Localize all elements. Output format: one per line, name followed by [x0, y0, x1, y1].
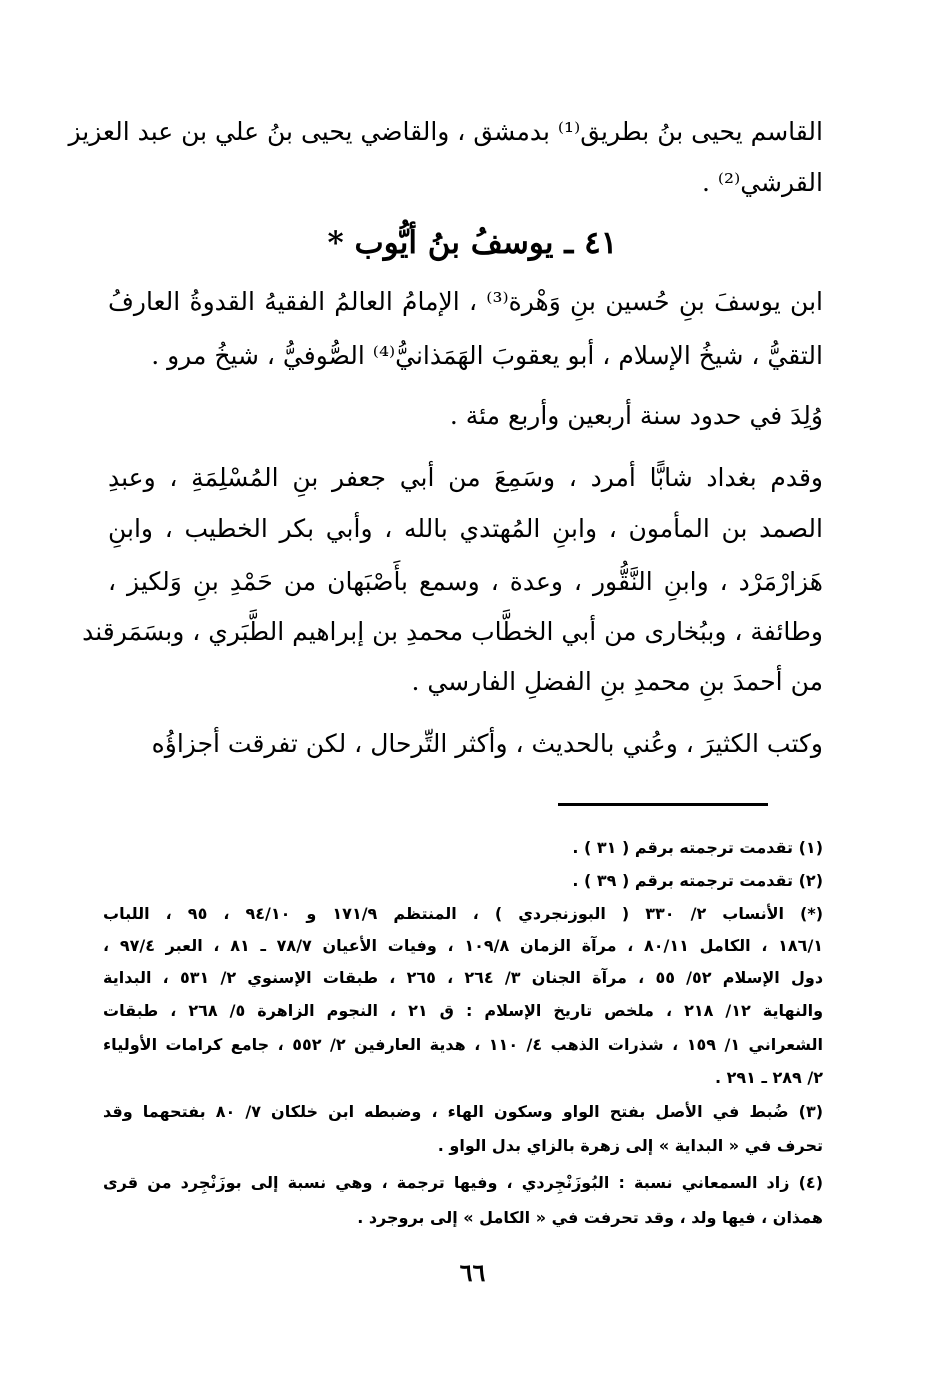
intro-line-2: القرشي⁽²⁾ .	[701, 168, 823, 197]
footnote-star-line-5: الشعراني ١/ ١٥٩ ، شذرات الذهب ٤/ ١١٠ ، هدية العارفين ٢/ ٥٥٢ ، جامع كرامات الأولياء	[103, 1035, 823, 1054]
page-number: ٦٦	[459, 1258, 486, 1287]
para3-line-1: وقدم بغداد شابًّا أمرد ، وسَمِعَ من أبي جعفر بنِ المُسْلِمَةِ ، وعبدِ	[108, 463, 823, 492]
para2-line: وُلِدَ في حدود سنة أربعين وأربع مئة .	[449, 401, 823, 430]
para4-line: وكتب الكثيرَ ، وعُني بالحديث ، وأكثر التِّرحال ، لكن تفرقت أجزاؤُه	[151, 729, 823, 758]
footnote-star-line-1: (*) الأنساب ٢/ ٣٣٠ ( البوزنجردي ) ، المنتظم ١٧١/٩ و ٩٤/١٠ ، ٩٥ ، اللباب	[103, 904, 824, 923]
footnote-3-line-1: (٣) ضُبط في الأصل بفتح الواو وسكون الهاء ، وضبطه ابن خلكان ٧/ ٨٠ بفتحهما وقد	[103, 1102, 824, 1121]
footnote-star-line-4: والنهاية ١٢/ ٢١٨ ، ملخص تاريخ الإسلام : ق ٢١ ، النجوم الزاهرة ٥/ ٢٦٨ ، طبقات	[103, 1001, 824, 1020]
footnote-star-line-3: دول الإسلام ٥٢/ ٥٥ ، مرآة الجنان ٣/ ٢٦٤ ، ٢٦٥ ، طبقات الإسنوي ٢/ ٥٣١ ، البداية	[103, 968, 824, 987]
para3-line-2: الصمد بن المأمون ، وابنِ المُهتدي بالله ، وأبي بكر الخطيب ، وابنِ	[108, 514, 823, 543]
footnote-separator	[558, 803, 768, 806]
para3-line-5: من أحمدَ بنِ محمدِ بنِ الفضلِ الفارسي .	[411, 667, 823, 696]
footnote-star-line-6: ٢/ ٢٨٩ ـ ٢٩١ .	[714, 1068, 823, 1087]
intro-line-1: القاسم يحيى بنُ بطريق⁽¹⁾ بدمشق ، والقاضي يحيى بنُ علي بن عبد العزيز	[68, 117, 823, 146]
para3-line-4: وطائفة ، وببُخارى من أبي الخطَّاب محمدِ بن إبراهيم الطَّبَري ، وبسَمَرقند	[82, 617, 823, 646]
biography-heading: ٤١ ـ يوسفُ بنُ أيُّوب *	[327, 225, 618, 261]
footnote-3-line-2: تحرف في « البداية » إلى زهرة بالزاي بدل الواو .	[437, 1136, 823, 1155]
footnote-2: (٢) تقدمت ترجمته برقم ( ٣٩ ) .	[572, 871, 823, 890]
footnote-1: (١) تقدمت ترجمته برقم ( ٣١ ) .	[572, 838, 823, 857]
footnote-4-line-1: (٤) زاد السمعاني نسبة : البُوزَنْجِردي ، وفيها ترجمة ، وهي نسبة إلى بوزَنْجِرد من قرى	[103, 1173, 823, 1192]
footnote-4-line-2: همذان ، فيها ولد ، وقد تحرفت في « الكامل » إلى بروجرد .	[357, 1208, 823, 1227]
para1-line-1: ابن يوسفَ بنِ حُسين بنِ وَهْرة⁽³⁾ ، الإمامُ العالمُ الفقيهُ القدوةُ العارفُ	[108, 287, 823, 316]
footnote-star-line-2: ١٨٦/١ ، الكامل ٨٠/١١ ، مرآة الزمان ١٠٩/٨ ، وفيات الأعيان ٧٨/٧ ـ ٨١ ، العبر ٩٧/٤ ،	[103, 936, 824, 955]
para1-line-2: التقيُّ ، شيخُ الإسلام ، أبو يعقوبَ الهَمَذانيُّ⁽⁴⁾ الصُّوفيُّ ، شيخُ مرو .	[151, 341, 823, 370]
para3-line-3: هَزارْمَرْد ، وابنِ النَّقُّور ، وعدة ، وسمع بأَصْبَهان من حَمْدِ بنِ وَلكيز ،	[108, 567, 823, 596]
